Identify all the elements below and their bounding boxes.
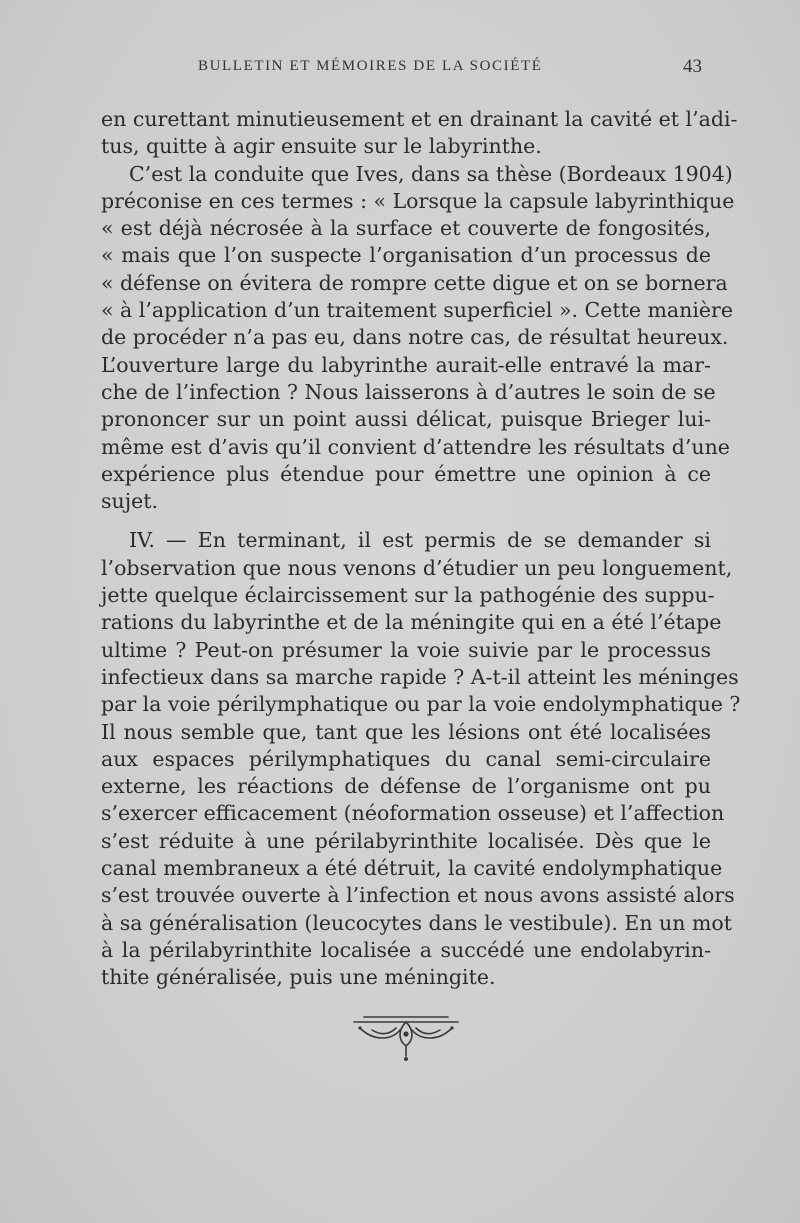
text-line: aux espaces périlymphatiques du canal semi-circulaire [101, 746, 711, 771]
text-line: Il nous semble que, tant que les lésions ont été localisées [101, 719, 711, 744]
text-line: ultime ? Peut-on présumer la voie suivie par le processus [101, 637, 711, 662]
text-line: prononcer sur un point aussi délicat, puisque Brieger lui- [101, 407, 711, 432]
running-title: BULLETIN ET MÉMOIRES DE LA SOCIÉTÉ [198, 58, 543, 74]
text-line: che de l’infection ? Nous laisserons à d’autres le soin de se [101, 379, 716, 404]
text-line: par la voie périlymphatique ou par la voie endolymphatique ? [101, 692, 741, 717]
text-line: l’observation que nous venons d’étudier un peu longuement, [101, 555, 733, 580]
text-line: « est déjà nécrosée à la surface et couverte de fongosités, [101, 216, 711, 241]
text-line: tus, quitte à agir ensuite sur le labyrinthe. [101, 134, 542, 159]
text-line: C’est la conduite que Ives, dans sa thèse (Bordeaux 1904) [129, 161, 733, 186]
text-line: jette quelque éclaircissement sur la pathogénie des suppu- [101, 583, 715, 608]
text-line: s’exercer efficacement (néoformation osseuse) et l’affection [101, 801, 725, 826]
text-line: « mais que l’on suspecte l’organisation d’un processus de [101, 243, 711, 268]
page-number: 43 [683, 56, 702, 77]
text-line: IV. — En terminant, il est permis de se demander si [129, 528, 711, 553]
text-line: canal membraneux a été détruit, la cavité endolymphatique [101, 856, 723, 881]
text-line: « à l’application d’un traitement superficiel ». Cette manière [101, 298, 733, 323]
text-line: même est d’avis qu’il convient d’attendre les résultats d’une [101, 434, 730, 459]
text-line: s’est réduite à une périlabyrinthite localisée. Dès que le [101, 828, 711, 853]
text-line: de procéder n’a pas eu, dans notre cas, de résultat heureux. [101, 325, 729, 350]
body-text [101, 106, 741, 992]
text-line: en curettant minutieusement et en drainant la cavité et l’adi- [101, 107, 738, 131]
text-line: sujet. [101, 489, 158, 514]
text-line: à la périlabyrinthite localisée a succédé une endolabyrin- [101, 937, 711, 962]
text-line: préconise en ces termes : « Lorsque la capsule labyrinthique [101, 188, 735, 213]
text-line: thite généralisée, puis une méningite. [101, 965, 496, 990]
text-line: s’est trouvée ouverte à l’infection et nous avons assisté alors [101, 883, 735, 908]
text-line: « défense on évitera de rompre cette digue et on se bornera [101, 270, 728, 295]
text-line: externe, les réactions de défense de l’organisme ont pu [101, 774, 711, 799]
text-line: rations du labyrinthe et de la méningite qui en a été l’étape [101, 610, 722, 635]
text-line: expérience plus étendue pour émettre une opinion à ce [101, 461, 711, 486]
tailpiece-ornament-icon [352, 1010, 460, 1064]
text-line: à sa généralisation (leucocytes dans le vestibule). En un mot [101, 910, 732, 935]
text-line: infectieux dans sa marche rapide ? A-t-il atteint les méninges [101, 664, 739, 689]
text-line: L’ouverture large du labyrinthe aurait-elle entravé la mar- [101, 352, 711, 377]
